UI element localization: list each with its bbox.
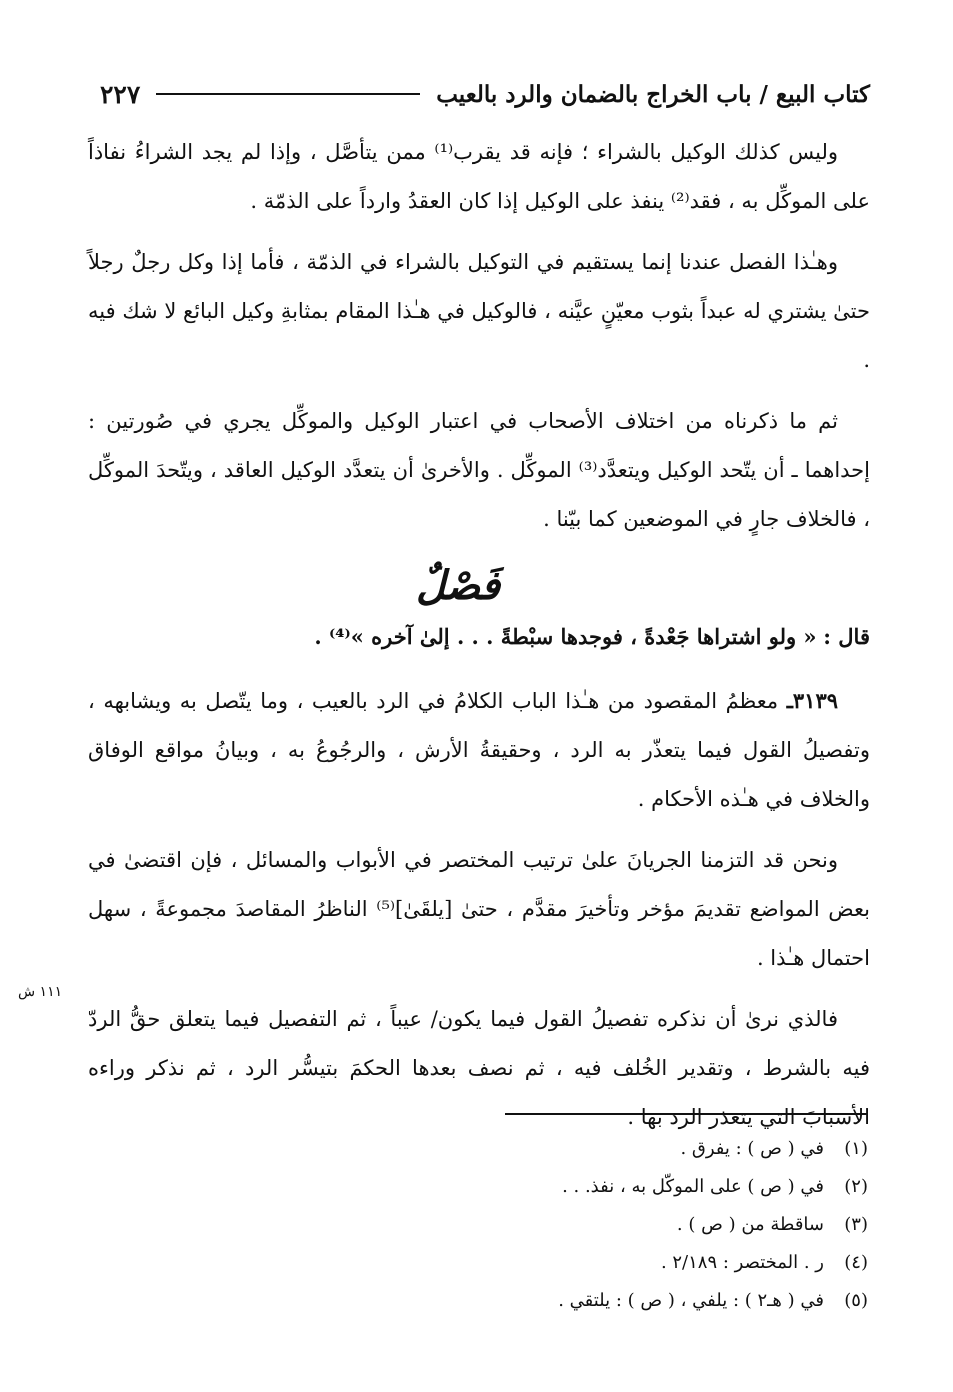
footnote-rule <box>505 1113 867 1115</box>
footnote-text: ر . المختصر : ٢/١٨٩ . <box>660 1252 824 1273</box>
footnote-text: في ( ص ) على الموكّل به ، نفذ. . . <box>562 1176 824 1197</box>
footnote <box>300 1206 868 1244</box>
footnote <box>300 1130 868 1168</box>
body-bottom <box>88 676 870 1154</box>
running-header <box>100 74 870 114</box>
paragraph: وليس كذلك الوكيل بالشراء ؛ فإنه قد يقرب⁽¹⁾ ممن يتأصَّل ، وإذا لم يجد الشراءُ نفاذاً على الموكِّل به ، فقد⁽²⁾ ينفذ على الوكيل إذا كان العقدُ وارداً على الذمّة . <box>88 140 870 213</box>
paragraph-text: معظمُ المقصود من هـٰذا الباب الكلامُ في الرد بالعيب ، وما يتّصل به ويشابهه ، وتفصيلُ القول فيما يتعذّر به الرد ، وحقيقةُ الأرش ، والرجُوعُ به ، وبيانُ مواقع الوفاق والخلاف في هـٰذه الأحكام . <box>88 689 870 811</box>
footnote <box>300 1168 868 1206</box>
footnote-number: (٢) <box>844 1176 868 1197</box>
footnotes <box>300 1130 868 1320</box>
header-title: كتاب البيع / باب الخراج بالضمان والرد بالعيب <box>436 80 870 108</box>
footnote-number: (١) <box>844 1138 868 1159</box>
footnote-text: في ( هـ٢ ) : يلفي ، ( ص ) : يلتقي . <box>558 1290 824 1311</box>
footnote <box>300 1244 868 1282</box>
footnote-number: (٥) <box>844 1290 868 1311</box>
margin-folio-note: ١١١ ش <box>18 984 63 1000</box>
page-number: ٢٢٧ <box>100 79 141 109</box>
paragraph-text: ونحن قد التزمنا الجريانَ علىٰ ترتيب المختصر في الأبواب والمسائل ، فإن اقتضىٰ في بعض المواضع تقديمَ مؤخر وتأخيرَ مقدَّم ، حتىٰ [يلقَىٰ]⁽⁵⁾ الناظرُ المقاصدَ مجموعةً ، سهل احتمال هـٰذا . <box>88 848 870 970</box>
header-rule <box>156 93 420 95</box>
numbered-paragraph <box>88 676 870 824</box>
qala-quote: « ولو اشتراها جَعْدةً ، فوجدها سبْطةً . . . إلىٰ آخره »⁽⁴⁾ . <box>314 624 817 649</box>
paragraph-text: فالذي نرىٰ أن نذكره تفصيلُ القول فيما يكون/ عيباً ، ثم التفصيل فيما يتعلق حقُّ الردّ فيه بالشرط ، وتقدير الخُلف فيه ، ثم نصف بعدها الحكمَ بتيسُّر الرد ، ثم نذكر وراءه الأسبابَ التي يتعذر الرد بها . <box>88 1007 870 1129</box>
paragraph <box>88 836 870 983</box>
section-title: فَصْلٌ <box>415 561 501 609</box>
footnote-number: (٤) <box>844 1252 868 1273</box>
footnote <box>300 1282 868 1320</box>
qala-label: قال : <box>823 624 870 649</box>
body-top <box>88 128 870 556</box>
paragraph: وهـٰذا الفصل عندنا إنما يستقيم في التوكيل بالشراء في الذمّة ، فأما إذا وكل رجلٌ رجلاً حتىٰ يشتري له عبداً بثوب معيّنٍ عيَّنه ، فالوكيل في هـٰذا المقام بمثابةِ وكيل البائع لا شك فيه . <box>88 250 870 372</box>
paragraph <box>88 995 870 1142</box>
footnote-text: ساقطة من ( ص ) . <box>676 1214 824 1235</box>
section-heading <box>388 548 528 622</box>
paragraph-number: ٣١٣٩ـ <box>786 688 839 713</box>
qala-line <box>88 612 870 674</box>
footnote-text: في ( ص ) : يفرق . <box>680 1138 824 1159</box>
footnote-number: (٣) <box>844 1214 868 1235</box>
paragraph: ثم ما ذكرناه من اختلاف الأصحاب في اعتبار الوكيل والموكِّل يجري في صُورتين : إحداهما ـ أن يتّحد الوكيل ويتعدَّد⁽³⁾ الموكِّل . والأخرىٰ أن يتعدَّد الوكيل العاقد ، ويتّحدَ الموكِّل ، فالخلاف جارٍ في الموضعين كما بيّنا . <box>88 409 870 531</box>
